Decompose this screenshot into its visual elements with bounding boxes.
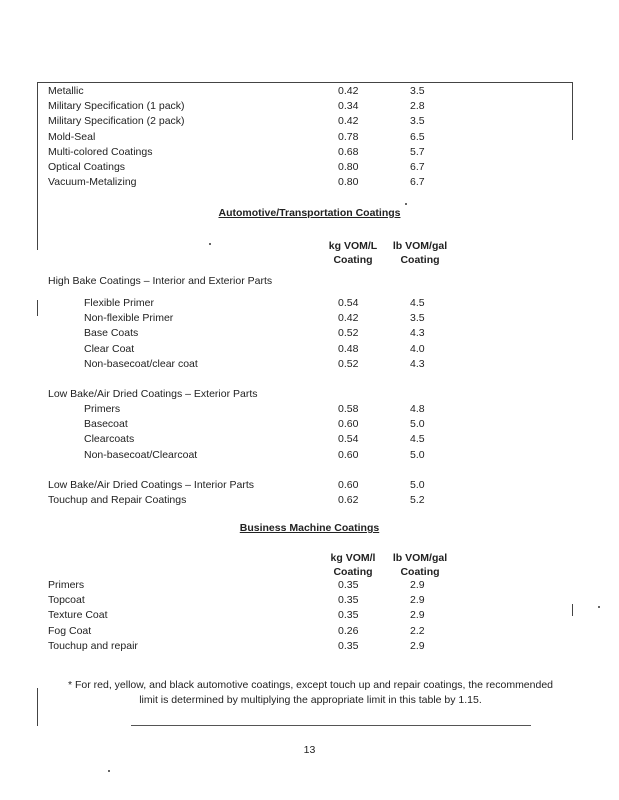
business-col-kg-line1: kg VOM/l <box>330 552 376 564</box>
table-row <box>0 493 619 507</box>
table-row <box>0 130 619 144</box>
row-lb-value: 5.0 <box>410 448 425 461</box>
row-kg-value: 0.35 <box>338 579 359 591</box>
footnote-line2: limit is determined by multiplying the appropriate limit in this table by 1.15. <box>139 694 482 706</box>
table-row <box>0 578 619 592</box>
row-label: Flexible Primer <box>84 297 155 309</box>
row-label: Fog Coat <box>48 624 92 637</box>
row-lb-value: 4.8 <box>410 403 425 415</box>
row-label: Non-flexible Primer <box>84 312 174 325</box>
row-kg-value: 0.42 <box>338 312 359 325</box>
row-lb-value: 6.5 <box>410 130 425 143</box>
row-kg-value: 0.42 <box>338 115 359 128</box>
auto-group1-heading: High Bake Coatings – Interior and Exterior Parts <box>48 275 273 287</box>
row-lb-value: 5.0 <box>410 479 425 491</box>
row-label: Multi-colored Coatings <box>48 145 153 158</box>
auto-col-kg-line2: Coating <box>333 254 373 266</box>
row-label: Texture Coat <box>48 609 108 622</box>
auto-col-lb-line2: Coating <box>400 254 440 266</box>
row-kg-value: 0.58 <box>338 403 359 415</box>
auto-group2-heading: Low Bake/Air Dried Coatings – Exterior Parts <box>48 388 258 400</box>
row-kg-value: 0.35 <box>338 639 359 652</box>
row-label: Base Coats <box>84 327 139 340</box>
row-lb-value: 3.5 <box>410 312 425 325</box>
row-label: Optical Coatings <box>48 161 126 173</box>
table-row <box>0 639 619 653</box>
scan-speck <box>108 770 110 772</box>
row-label: Topcoat <box>48 594 85 607</box>
row-lb-value: 2.9 <box>410 609 425 622</box>
row-kg-value: 0.60 <box>338 418 359 431</box>
table-row <box>0 357 619 371</box>
row-kg-value: 0.60 <box>338 479 359 491</box>
row-label: Touchup and Repair Coatings <box>48 494 187 507</box>
row-kg-value: 0.48 <box>338 342 359 355</box>
auto-col-kg-header <box>318 239 388 267</box>
row-kg-value: 0.54 <box>338 433 359 446</box>
business-col-kg-header <box>318 551 388 579</box>
row-lb-value: 3.5 <box>410 115 425 128</box>
row-kg-value: 0.80 <box>338 176 359 189</box>
row-kg-value: 0.52 <box>338 327 359 340</box>
row-lb-value: 2.9 <box>410 594 425 607</box>
row-kg-value: 0.35 <box>338 609 359 622</box>
row-kg-value: 0.68 <box>338 145 359 158</box>
row-kg-value: 0.26 <box>338 624 359 637</box>
table-row <box>0 448 619 462</box>
row-lb-value: 5.0 <box>410 418 425 431</box>
row-kg-value: 0.34 <box>338 100 359 113</box>
table-row <box>0 175 619 189</box>
row-label: Primers <box>84 403 121 415</box>
row-label: Low Bake/Air Dried Coatings – Interior Parts <box>48 479 255 491</box>
row-lb-value: 6.7 <box>410 176 425 189</box>
table-row <box>0 326 619 340</box>
scan-speck <box>209 243 211 245</box>
business-col-lb-header <box>385 551 455 579</box>
row-kg-value: 0.52 <box>338 357 359 370</box>
row-lb-value: 2.2 <box>410 624 425 637</box>
table-row <box>0 593 619 607</box>
row-lb-value: 4.3 <box>410 357 425 370</box>
row-lb-value: 3.5 <box>410 85 425 97</box>
row-kg-value: 0.42 <box>338 85 359 97</box>
table-row <box>0 145 619 159</box>
table-row <box>0 417 619 431</box>
row-lb-value: 4.5 <box>410 433 425 446</box>
row-kg-value: 0.78 <box>338 130 359 143</box>
business-section-title: Business Machine Coatings <box>239 522 380 534</box>
left-margin-line-lower <box>37 688 38 726</box>
row-label: Military Specification (1 pack) <box>48 100 185 113</box>
row-lb-value: 5.2 <box>410 494 425 507</box>
table-row <box>0 311 619 325</box>
table-row <box>0 478 619 492</box>
row-label: Clearcoats <box>84 433 135 446</box>
scan-speck <box>598 606 600 608</box>
row-label: Clear Coat <box>84 342 135 355</box>
row-label: Touchup and repair <box>48 639 138 652</box>
row-label: Non-basecoat/Clearcoat <box>84 448 198 461</box>
table-row <box>0 432 619 446</box>
row-lb-value: 2.9 <box>410 639 425 652</box>
top-rule <box>37 82 573 83</box>
footnote-line1: * For red, yellow, and black automotive coatings, except touch up and repair coatings, the recommended <box>67 679 554 691</box>
row-lb-value: 4.0 <box>410 342 425 355</box>
row-label: Basecoat <box>84 418 128 431</box>
row-lb-value: 6.7 <box>410 161 425 173</box>
row-lb-value: 5.7 <box>410 145 425 158</box>
scan-speck <box>405 203 407 205</box>
row-kg-value: 0.80 <box>338 161 359 173</box>
row-label: Primers <box>48 579 85 591</box>
business-col-lb-line2: Coating <box>400 566 440 578</box>
row-kg-value: 0.35 <box>338 594 359 607</box>
footer-rule <box>131 725 531 726</box>
page-number: 13 <box>303 744 316 756</box>
table-row <box>0 342 619 356</box>
row-kg-value: 0.60 <box>338 448 359 461</box>
table-row <box>0 608 619 622</box>
row-kg-value: 0.62 <box>338 494 359 507</box>
auto-section-title: Automotive/Transportation Coatings <box>218 207 401 219</box>
auto-col-kg-line1: kg VOM/L <box>328 240 378 252</box>
business-col-kg-line2: Coating <box>333 566 373 578</box>
auto-col-lb-header <box>385 239 455 267</box>
row-label: Vacuum-Metalizing <box>48 176 137 189</box>
table-row <box>0 84 619 98</box>
row-label: Military Specification (2 pack) <box>48 115 185 128</box>
table-row <box>0 160 619 174</box>
row-lb-value: 2.8 <box>410 100 425 113</box>
table-row <box>0 402 619 416</box>
row-label: Non-basecoat/clear coat <box>84 357 198 370</box>
table-row <box>0 296 619 310</box>
auto-col-lb-line1: lb VOM/gal <box>392 240 448 252</box>
row-lb-value: 4.3 <box>410 327 425 340</box>
table-row <box>0 114 619 128</box>
row-label: Mold-Seal <box>48 130 96 143</box>
table-row <box>0 624 619 638</box>
table-row <box>0 99 619 113</box>
row-lb-value: 2.9 <box>410 579 425 591</box>
row-label: Metallic <box>48 85 84 97</box>
row-kg-value: 0.54 <box>338 297 359 309</box>
business-col-lb-line1: lb VOM/gal <box>392 552 448 564</box>
footnote <box>48 678 573 708</box>
row-lb-value: 4.5 <box>410 297 425 309</box>
